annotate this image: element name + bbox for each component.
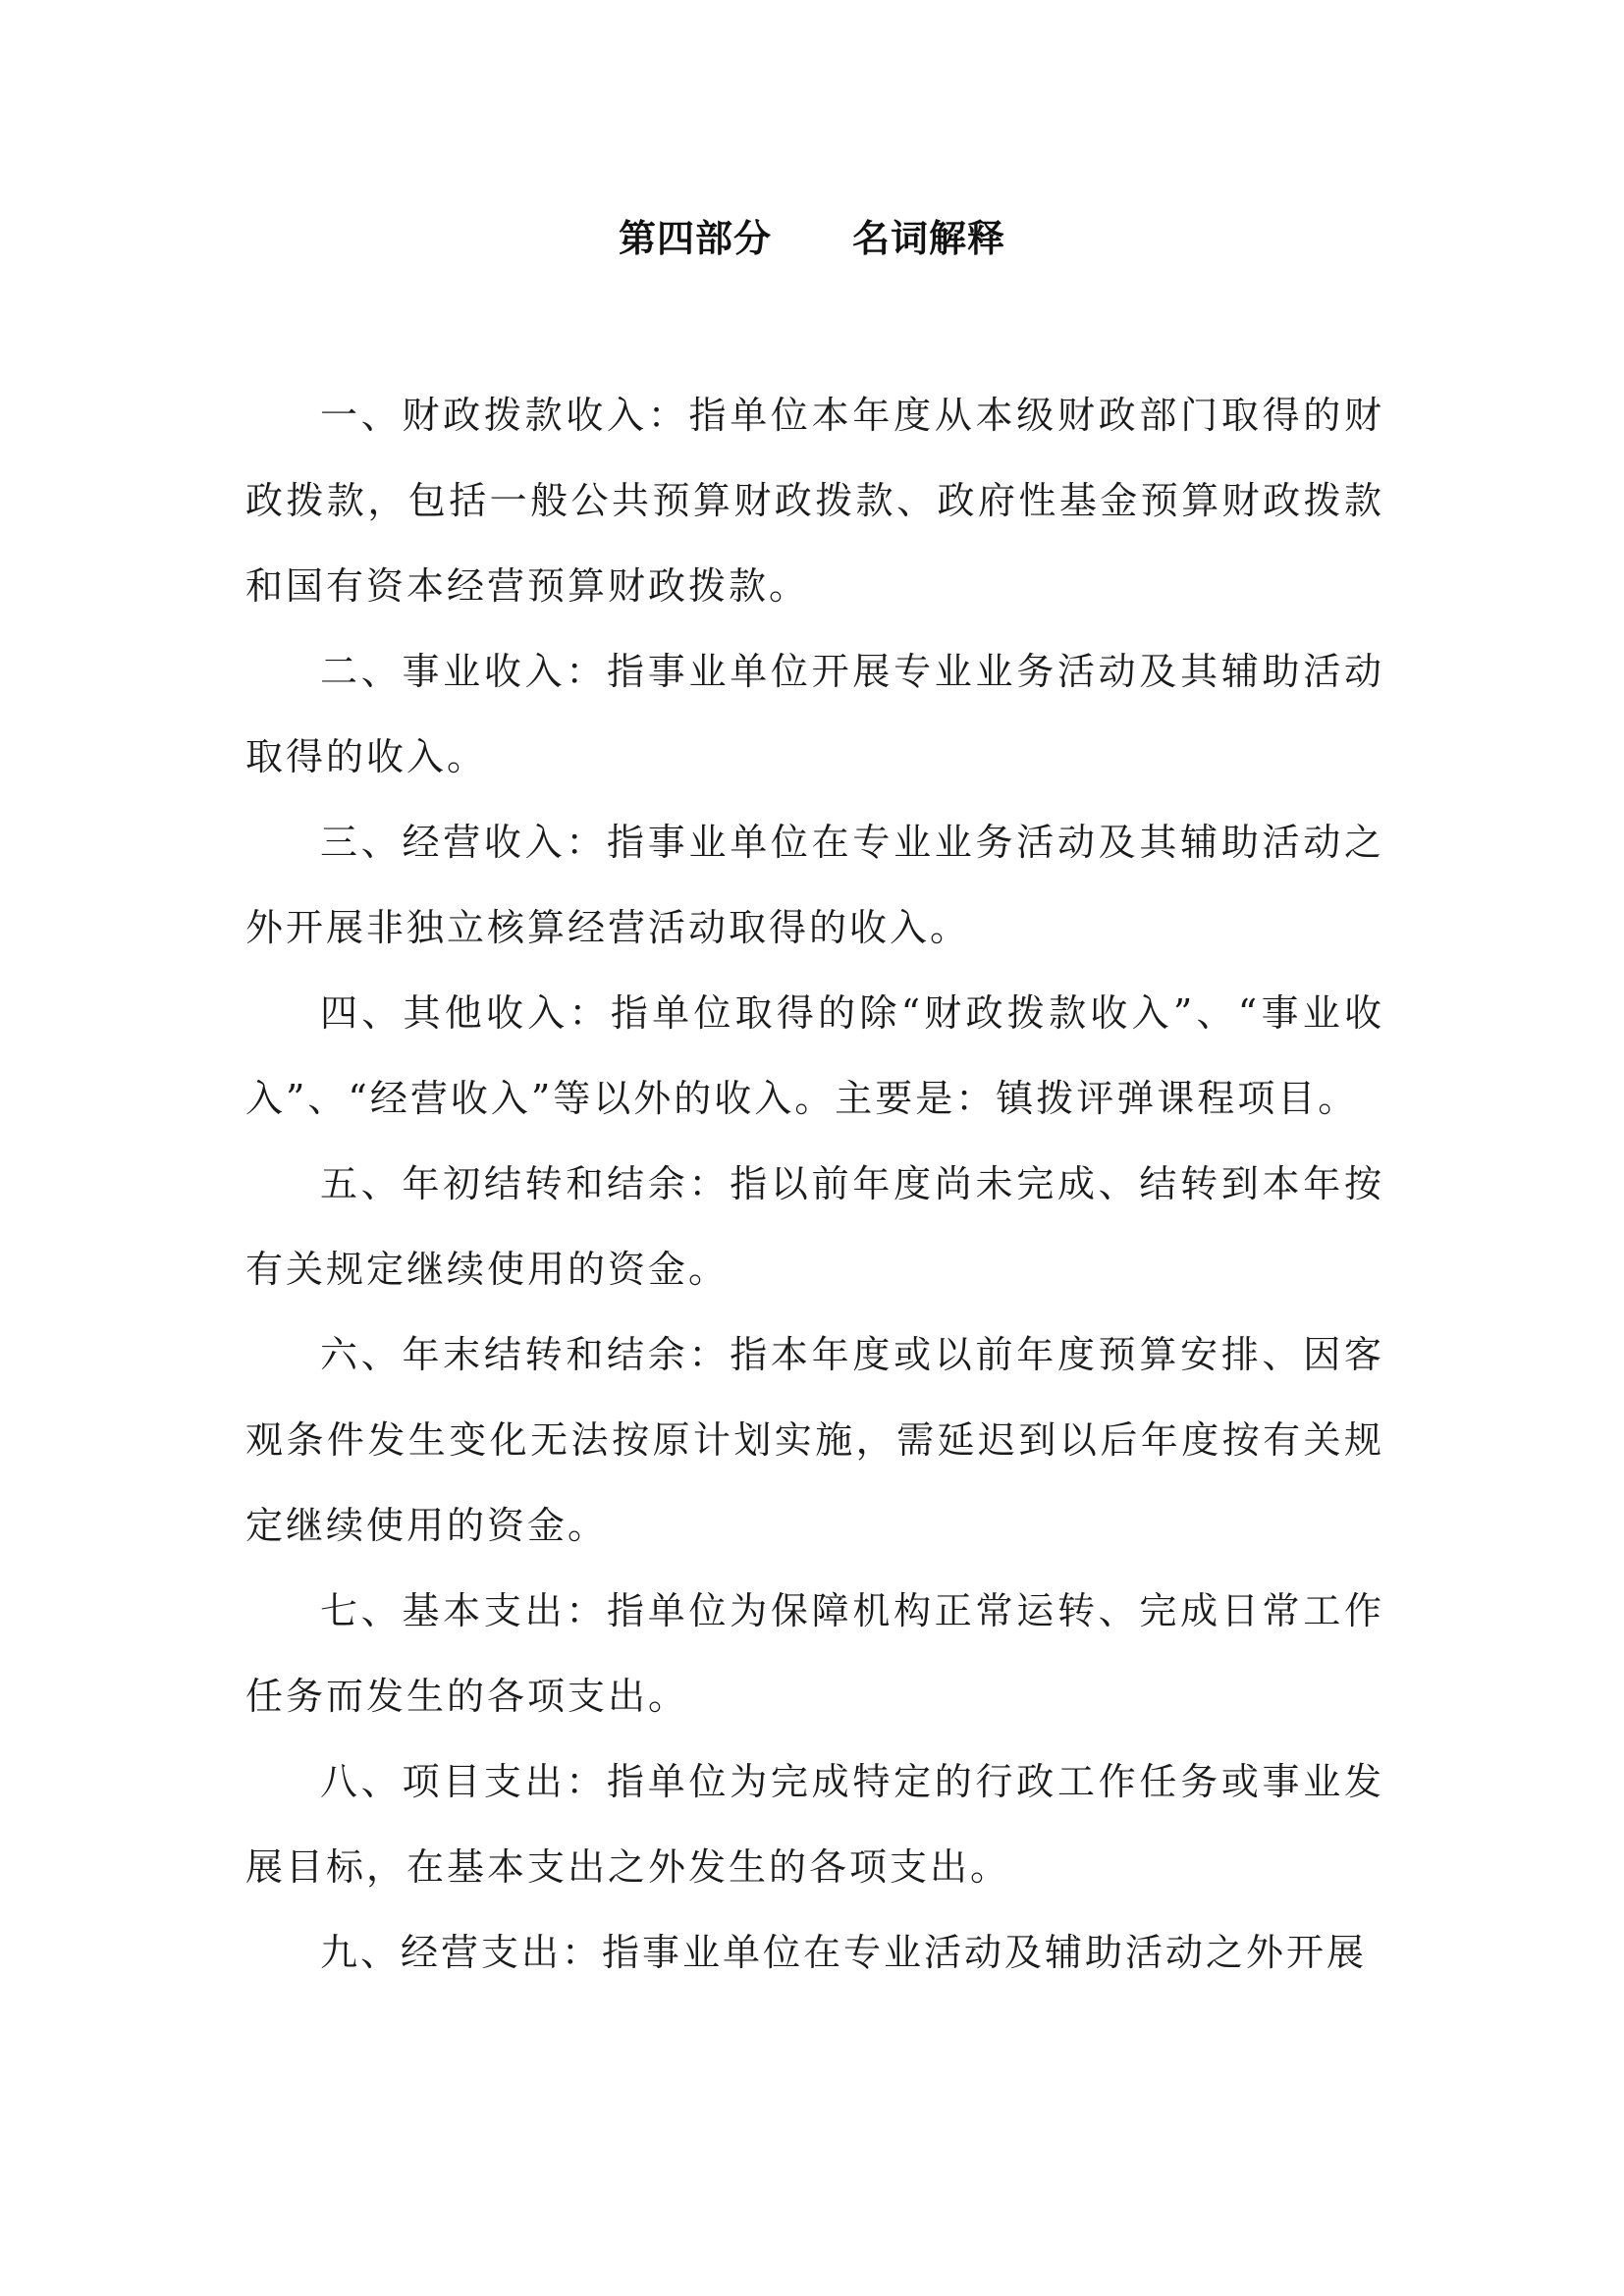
paragraph-4	[245, 971, 1384, 1142]
paragraph-9	[245, 1910, 1384, 1996]
term-definition: 指事业单位开展专业业务活动及其辅助活动取得的收入。	[245, 650, 1384, 778]
term-heading: 一、财政拨款收入：	[320, 394, 689, 437]
page-title	[0, 208, 1624, 262]
term-heading: 三、经营收入：	[320, 821, 608, 864]
term-definition: 指单位为完成特定的行政工作任务或事业发展目标，在基本支出之外发生的各项支出。	[245, 1760, 1384, 1889]
term-heading: 五、年初结转和结余：	[320, 1162, 731, 1205]
term-definition: 指单位取得的除“财政拨款收入”、“事业收入”、“经营收入”等以外的收入。主要是：镇拨评弹课程项目。	[245, 991, 1384, 1120]
paragraph-1	[245, 373, 1384, 629]
paragraph-6	[245, 1312, 1384, 1569]
title-part-2: 名词解释	[852, 217, 1006, 260]
paragraph-3	[245, 800, 1384, 971]
term-heading: 二、事业收入：	[320, 650, 608, 693]
term-heading: 九、经营支出：	[320, 1931, 603, 1974]
term-heading: 六、年末结转和结余：	[320, 1333, 731, 1376]
term-definition: 指事业单位在专业业务活动及其辅助活动之外开展非独立核算经营活动取得的收入。	[245, 821, 1384, 949]
document-body	[245, 373, 1384, 1996]
paragraph-5	[245, 1142, 1384, 1312]
paragraph-7	[245, 1569, 1384, 1739]
paragraph-2	[245, 629, 1384, 800]
term-definition: 指单位本年度从本级财政部门取得的财政拨款，包括一般公共预算财政拨款、政府性基金预算财政拨款和国有资本经营预算财政拨款。	[245, 394, 1384, 608]
paragraph-8	[245, 1739, 1384, 1910]
term-heading: 四、其他收入：	[320, 991, 611, 1035]
title-part-1: 第四部分	[618, 217, 772, 260]
term-definition: 指单位为保障机构正常运转、完成日常工作任务而发生的各项支出。	[245, 1589, 1384, 1718]
term-definition: 指事业单位在专业活动及辅助活动之外开展	[602, 1931, 1368, 1974]
term-definition: 指本年度或以前年度预算安排、因客观条件发生变化无法按原计划实施，需延迟到以后年度按有关规定继续使用的资金。	[245, 1333, 1384, 1547]
term-definition: 指以前年度尚未完成、结转到本年按有关规定继续使用的资金。	[245, 1162, 1384, 1291]
term-heading: 七、基本支出：	[320, 1589, 608, 1632]
term-heading: 八、项目支出：	[320, 1760, 608, 1803]
